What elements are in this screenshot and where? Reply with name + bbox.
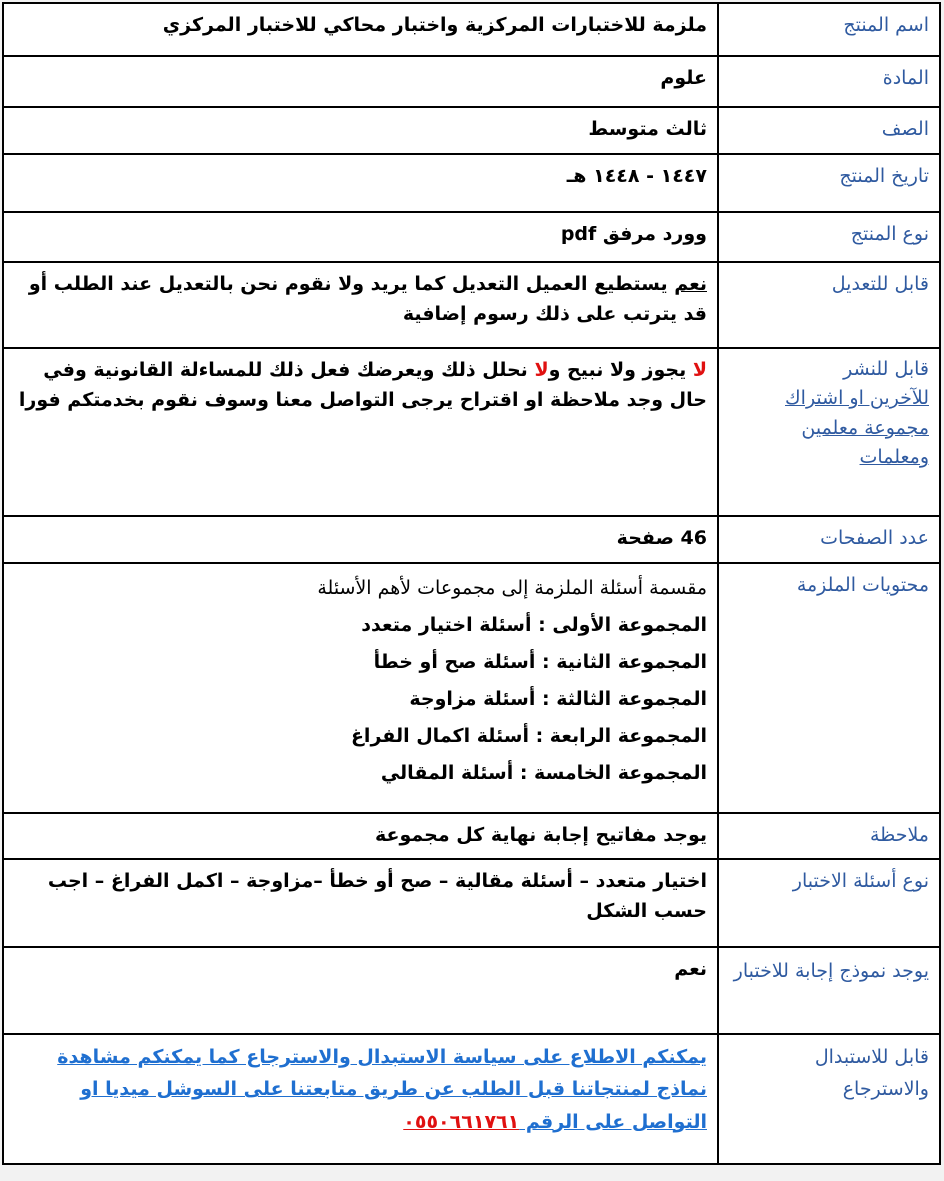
question-types-value: اختيار متعدد – أسئلة مقالية – صح أو خطأ –مزاوجة – اكمل الفراغ – اجب حسب الشكل	[3, 859, 718, 947]
type-label: نوع المنتج	[718, 212, 940, 262]
editable-yes: نعم	[674, 273, 707, 295]
note-value: يوجد مفاتيح إجابة نهاية كل مجموعة	[3, 813, 718, 859]
row-grade	[3, 107, 940, 154]
row-publish	[3, 348, 940, 516]
date-label: تاريخ المنتج	[718, 154, 940, 212]
note-label: ملاحظة	[718, 813, 940, 859]
pages-value: 46 صفحة	[3, 516, 718, 563]
row-product-name	[3, 3, 940, 56]
answer-model-value: نعم	[3, 947, 718, 1034]
contents-line: المجموعة الثانية : أسئلة صح أو خطأ	[373, 651, 707, 674]
contents-line: مقسمة أسئلة الملزمة إلى مجموعات لأهم الأسئلة	[317, 577, 707, 599]
phone-number[interactable]: ٠٥٥٠٦٦١٧٦١	[403, 1110, 520, 1133]
question-types-label: نوع أسئلة الاختبار	[718, 859, 940, 947]
date-value: ١٤٤٧ - ١٤٤٨ هـ	[3, 154, 718, 212]
product-name-label: اسم المنتج	[718, 3, 940, 56]
publish-no-1: لا	[686, 359, 707, 381]
contents-line: المجموعة الأولى : أسئلة اختيار متعدد	[361, 614, 707, 637]
row-type	[3, 212, 940, 262]
contents-line: المجموعة الخامسة : أسئلة المقالي	[380, 762, 707, 785]
contents-line: المجموعة الثالثة : أسئلة مزاوجة	[409, 688, 707, 711]
contents-value	[3, 563, 718, 813]
grade-value: ثالث متوسط	[3, 107, 718, 154]
exchange-policy-link[interactable]: يمكنكم الاطلاع على سياسة الاستبدال والاسترجاع كما يمكنكم مشاهدة نماذج لمنتجاتنا قبل الطلب عن طريق متابعتنا على السوشل ميديا او التواصل على الرقم	[57, 1046, 707, 1133]
row-exchange	[3, 1034, 940, 1164]
subject-label: المادة	[718, 56, 940, 107]
row-editable	[3, 262, 940, 348]
publish-label	[718, 348, 940, 516]
answer-model-label: يوجد نموذج إجابة للاختبار	[718, 947, 940, 1034]
row-contents	[3, 563, 940, 813]
type-value: وورد مرفق pdf	[3, 212, 718, 262]
exchange-value	[3, 1034, 718, 1164]
product-spec-table	[2, 2, 941, 1165]
row-subject	[3, 56, 940, 107]
publish-label-line4: ومعلمات	[859, 446, 929, 469]
row-answer-model	[3, 947, 940, 1034]
grade-label: الصف	[718, 107, 940, 154]
exchange-label: قابل للاستبدال والاسترجاع	[718, 1034, 940, 1164]
publish-no-2: لا	[534, 359, 549, 381]
contents-line: المجموعة الرابعة : أسئلة اكمال الفراغ	[350, 725, 707, 748]
product-name-value: ملزمة للاختبارات المركزية واختبار محاكي للاختبار المركزي	[3, 3, 718, 56]
editable-label: قابل للتعديل	[718, 262, 940, 348]
publish-text-1: يجوز ولا نبيح و	[548, 359, 687, 381]
editable-text: يستطيع العميل التعديل كما يريد ولا نقوم نحن بالتعديل عند الطلب أو قد يترتب على ذلك رسوم إضافية	[28, 273, 707, 326]
publish-label-line3: مجموعة معلمين	[801, 416, 929, 439]
publish-label-line1: قابل للنشر	[843, 358, 929, 380]
row-date	[3, 154, 940, 212]
subject-value: علوم	[3, 56, 718, 107]
row-question-types	[3, 859, 940, 947]
editable-value	[3, 262, 718, 348]
contents-label: محتويات الملزمة	[718, 563, 940, 813]
publish-value	[3, 348, 718, 516]
row-pages	[3, 516, 940, 563]
pages-label: عدد الصفحات	[718, 516, 940, 563]
publish-text-2: نحلل ذلك ويعرضك فعل ذلك للمساءلة القانونية وفي حال وجد ملاحظة او اقتراح يرجى التواصل معنا وسوف نقوم بخدمتكم فورا	[18, 359, 707, 412]
publish-label-line2: للآخرين او اشتراك	[785, 387, 929, 410]
row-note	[3, 813, 940, 859]
